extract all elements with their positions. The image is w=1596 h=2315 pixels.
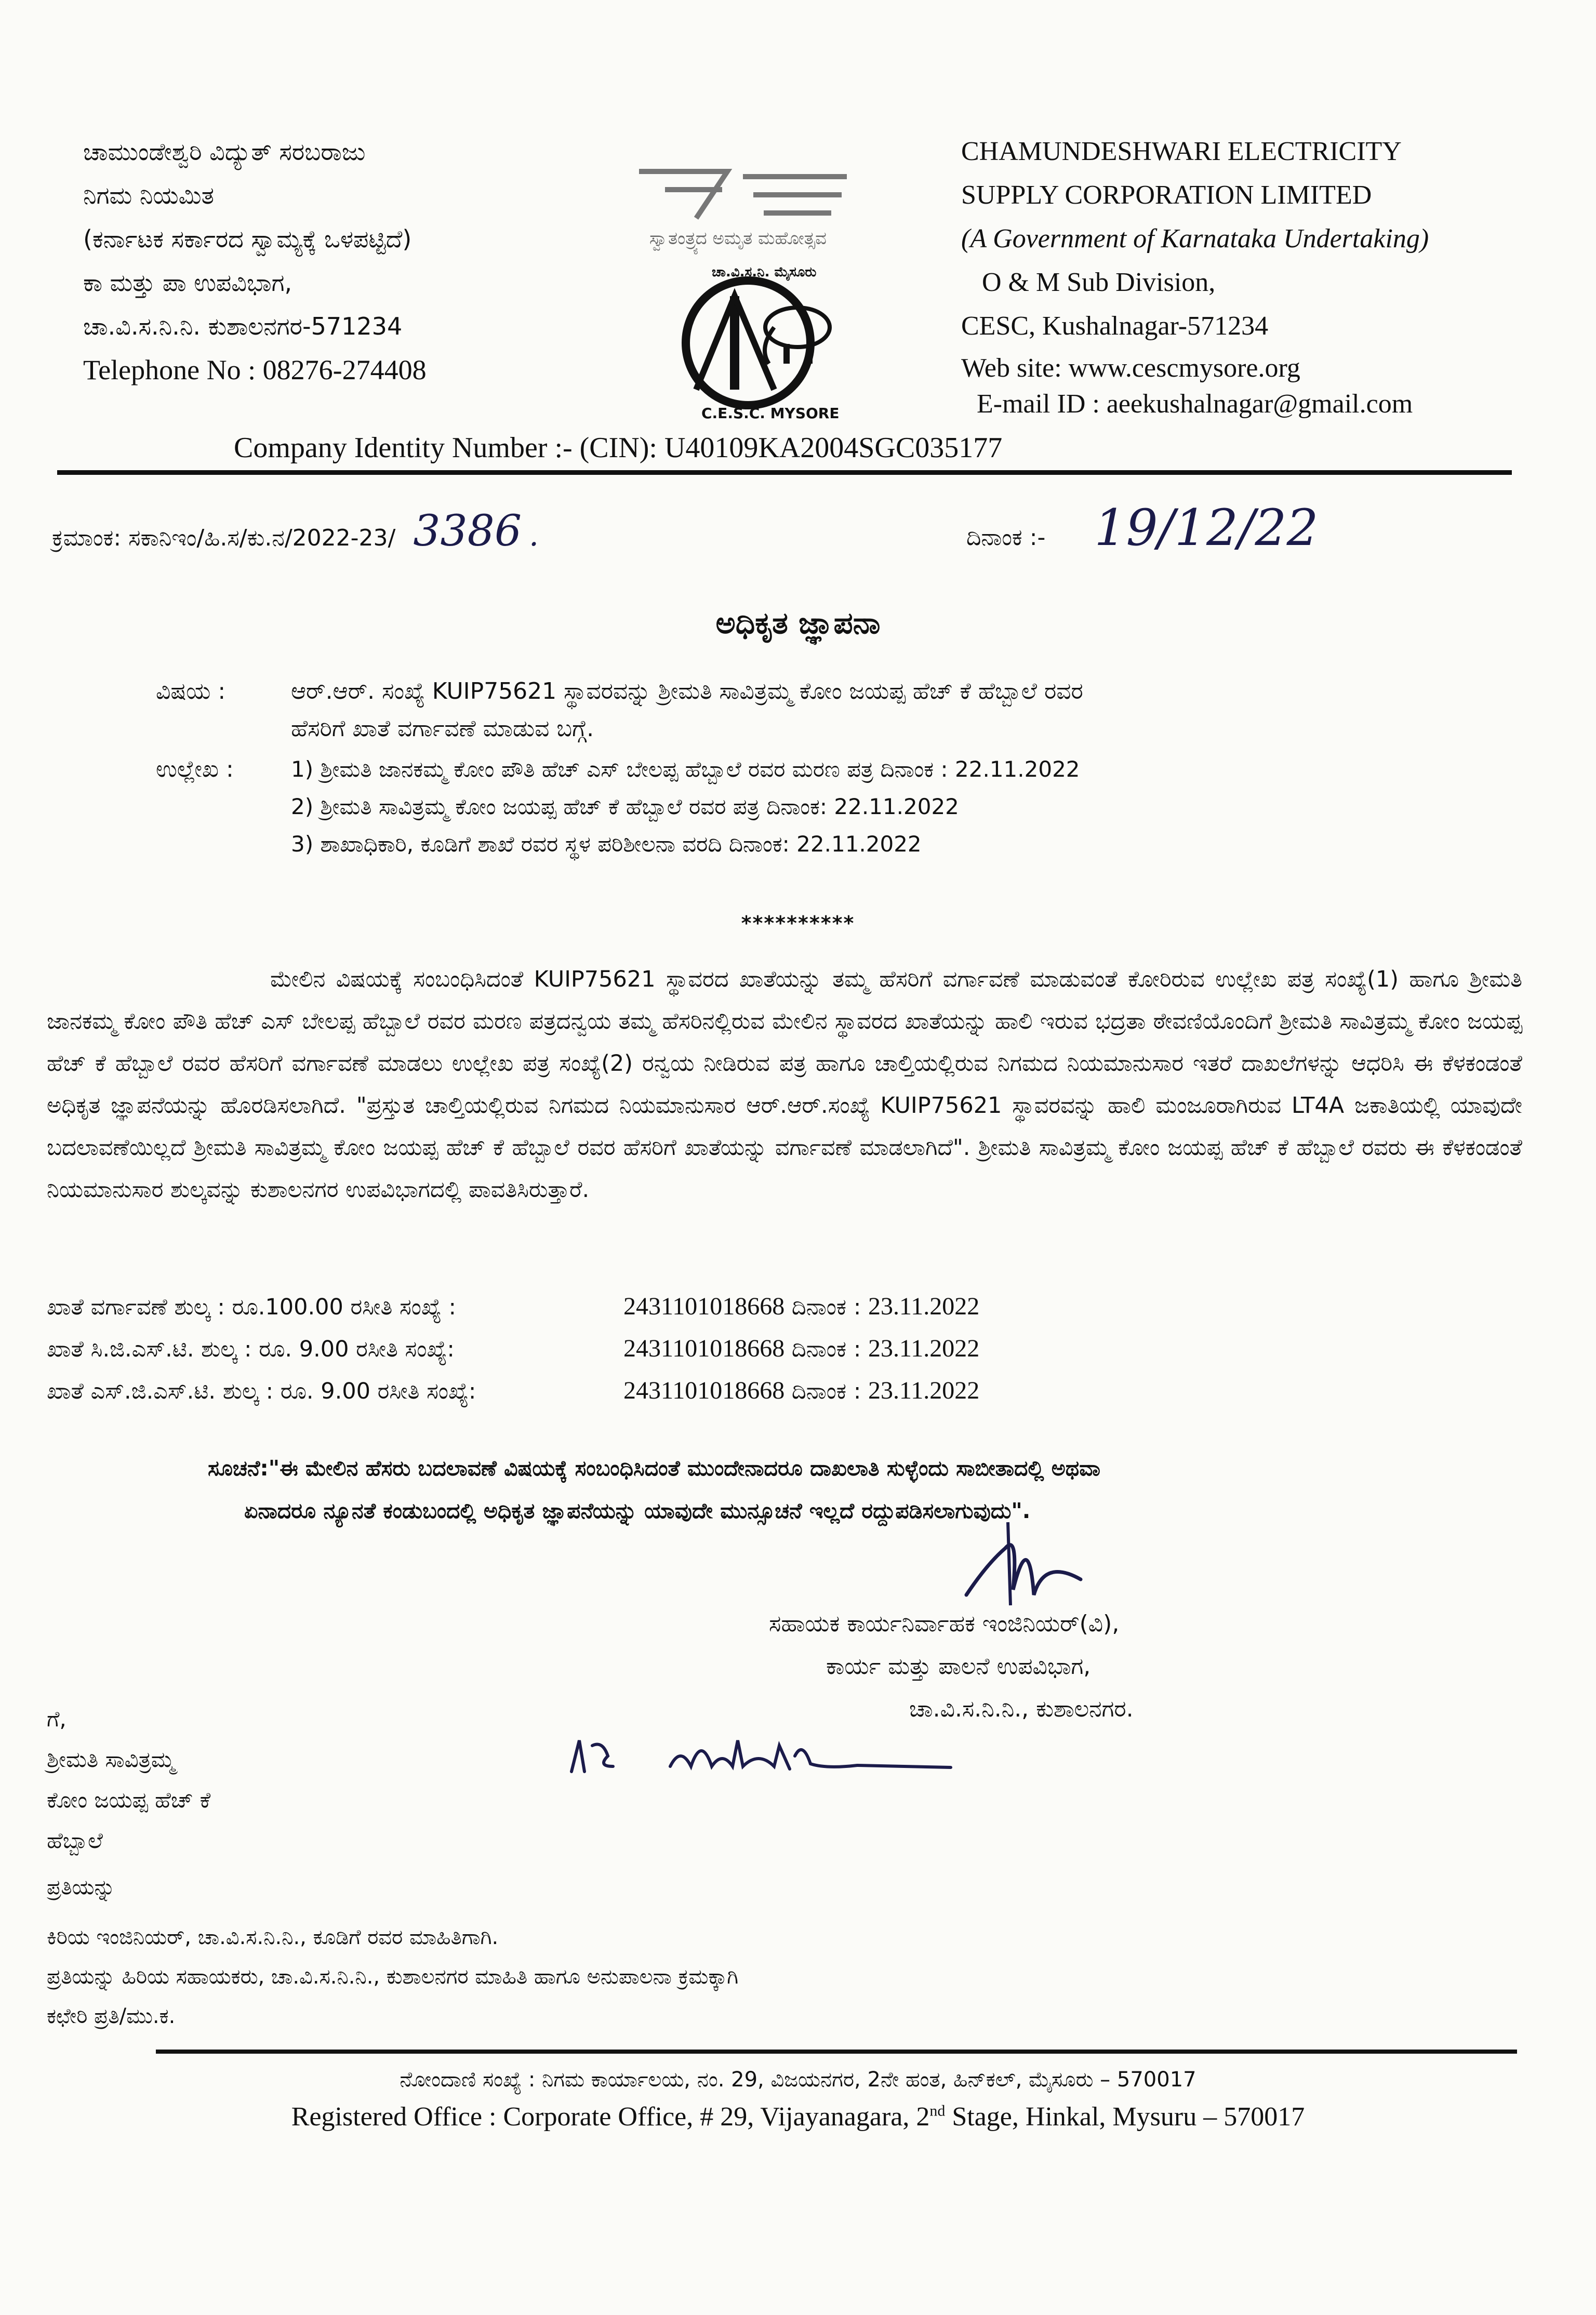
header-left-line: ಕಾ ಮತ್ತು ಪಾ ಉಪವಿಭಾಗ, [83, 269, 292, 297]
recipient-line: ಗೆ, [47, 1706, 66, 1732]
reference-label: ಕ್ರಮಾಂಕ: ಸಕಾನಿಇಂ/ಹಿ.ಸ/ಕು.ನ/2022-23/ [52, 525, 396, 551]
logo-top-text: ಚಾ.ವಿ.ಸ.ನಿ. ಮೈಸೂರು [712, 264, 817, 280]
footer-english-prefix: Registered Office : Corporate Office, # 29, Vijayanagara, 2 [291, 2102, 930, 2132]
fee-date-label: ದಿನಾಂಕ : [791, 1378, 861, 1404]
receiver-signature-image [566, 1725, 961, 1782]
recipient-line: ಹೆಬ್ಬಾಲೆ [47, 1828, 103, 1853]
copy-heading: ಪ್ರತಿಯನ್ನು [47, 1875, 115, 1899]
header-left-line: ನಿಗಮ ನಿಯಮಿತ [83, 181, 215, 209]
fee-receipt: 2431101018668 [623, 1377, 785, 1404]
signatory-block [769, 1603, 1134, 1731]
subject-label: ವಿಷಯ : [156, 678, 226, 704]
subject-line: ಆರ್.ಆರ್. ಸಂಖ್ಯೆ KUIP75621 ಸ್ಥಾವರವನ್ನು ಶ್ರೀಮತಿ ಸಾವಿತ್ರಮ್ಮ ಕೋಂ ಜಯಪ್ಪ ಹೆಚ್ ಕೆ ಹೆಬ್ಬಾಲೆ ರವರ [291, 678, 1083, 704]
fee-row [47, 1328, 979, 1370]
subject-text [291, 673, 1083, 748]
date-label: ದಿನಾಂಕ :- [966, 524, 1046, 551]
signatory-designation: ಸಹಾಯಕ ಕಾರ್ಯನಿರ್ವಾಹಕ ಇಂಜಿನಿಯರ್(ವಿ), [769, 1611, 1120, 1637]
subject-line: ಹೆಸರಿಗೆ ಖಾತೆ ವರ್ಗಾವಣೆ ಮಾಡುವ ಬಗ್ಗೆ. [291, 715, 594, 742]
copy-to-block [47, 1868, 738, 2036]
company-name-line2: SUPPLY CORPORATION LIMITED [961, 180, 1372, 210]
header-divider [57, 470, 1512, 475]
footer-kannada: ನೋಂದಾಣಿ ಸಂಖ್ಯೆ : ನಿಗಮ ಕಾರ್ಯಾಲಯ, ನಂ. 29, ವಿಜಯನಗರ, 2ನೇ ಹಂತ, ಹಿನ್‌ಕಲ್, ಮೈಸೂರು – 570017 [400, 2068, 1196, 2092]
document-title: ಅಧಿಕೃತ ಜ್ಞಾಪನಾ [715, 605, 881, 641]
recipient-line: ಶ್ರೀಮತಿ ಸಾವಿತ್ರಮ್ಮ [47, 1747, 175, 1772]
email-line: E-mail ID : aeekushalnagar@gmail.com [977, 389, 1413, 419]
references-list [291, 751, 1080, 863]
copy-line: ಕಿರಿಯ ಇಂಜಿನಿಯರ್, ಚಾ.ವಿ.ಸ.ನಿ.ನಿ., ಕೂಡಿಗೆ ರವರ ಮಾಹಿತಿಗಾಗಿ. [47, 1925, 499, 1949]
fee-row [47, 1286, 979, 1328]
reference-item: 2) ಶ್ರೀಮತಿ ಸಾವಿತ್ರಮ್ಮ ಕೋಂ ಜಯಪ್ಪ ಹೆಚ್ ಕೆ ಹೆಬ್ಬಾಲೆ ರವರ ಪತ್ರ ದಿನಾಂಕ: 22.11.2022 [291, 794, 959, 819]
note-line: ಏನಾದರೂ ನ್ಯೂನತೆ ಕಂಡುಬಂದಲ್ಲಿ ಅಧಿಕೃತ ಜ್ಞಾಪನೆಯನ್ನು ಯಾವುದೇ ಮುನ್ಸೂಚನೆ ಇಲ್ಲದೆ ರದ್ದುಪಡಿಸಲಾಗುವುದು". [244, 1498, 1031, 1523]
website-line: Web site: www.cescmysore.org [961, 353, 1300, 383]
footer-english [0, 2101, 1596, 2132]
fee-label: ಖಾತೆ ಸಿ.ಜಿ.ಎಸ್.ಟಿ. ಶುಲ್ಕ : ರೂ. 9.00 ರಸೀತಿ ಸಂಖ್ಯೆ: [47, 1336, 455, 1362]
footer-divider [156, 2050, 1517, 2054]
reference-number-row [52, 507, 539, 556]
copy-line: ಕಛೇರಿ ಪ್ರತಿ/ಮು.ಕ. [47, 2004, 176, 2028]
reference-item: 3) ಶಾಖಾಧಿಕಾರಿ, ಕೂಡಿಗೆ ಶಾಖೆ ರವರ ಸ್ಥಳ ಪರಿಶೀಲನಾ ವರದಿ ದಿನಾಂಕ: 22.11.2022 [291, 831, 922, 857]
cin-line: Company Identity Number :- (CIN): U40109KA2004SGC035177 [234, 432, 1003, 464]
header-right-block [961, 130, 1429, 420]
header-left-line: (ಕರ್ನಾಟಕ ಸರ್ಕಾರದ ಸ್ವಾಮ್ಯಕ್ಕೆ ಒಳಪಟ್ಟಿದೆ) [83, 225, 412, 253]
fee-date: 23.11.2022 [868, 1335, 980, 1362]
govt-undertaking: (A Government of Karnataka Undertaking) [961, 224, 1429, 254]
body-paragraph: ಮೇಲಿನ ವಿಷಯಕ್ಕೆ ಸಂಬಂಧಿಸಿದಂತೆ KUIP75621 ಸ್ಥಾವರದ ಖಾತೆಯನ್ನು ತಮ್ಮ ಹೆಸರಿಗೆ ವರ್ಗಾವಣೆ ಮಾಡುವಂತೆ ಕೋರಿರುವ ಉಲ್ಲೇಖ ಪತ್ರ ಸಂಖ್ಯೆ(1) ಹಾಗೂ ಶ್ರೀಮತಿ ಜಾನಕಮ್ಮ ಕೋಂ ಪೌತಿ ಹೆಚ್ ಎಸ್ ಬೇಲಪ್ಪ ಹೆಬ್ಬಾಲೆ ರವರ ಮರಣ ಪತ್ರದನ್ವಯ ತಮ್ಮ ಹೆಸರಿನಲ್ಲಿರುವ ಮೇಲಿನ ಸ್ಥಾವರದ ಖಾತೆಯನ್ನು ಹಾಲಿ ಇರುವ ಭದ್ರತಾ ಠೇವಣಿಯೊಂದಿಗೆ ಶ್ರೀಮತಿ ಸಾವಿತ್ರಮ್ಮ ಕೋಂ ಜಯಪ್ಪ ಹೆಚ್ ಕೆ ಹೆಬ್ಬಾಲೆ ರವರ ಹೆಸರಿಗೆ ವರ್ಗಾವಣೆ ಮಾಡಲು ಉಲ್ಲೇಖ ಪತ್ರ ಸಂಖ್ಯೆ(2) ರನ್ವಯ ನೀಡಿರುವ ಪತ್ರ ಹಾಗೂ ಚಾಲ್ತಿಯಲ್ಲಿರುವ ನಿಗಮದ ನಿಯಮಾನುಸಾರ ಇತರೆ ದಾಖಲೆಗಳನ್ನು ಆಧರಿಸಿ ಈ ಕೆಳಕಂಡಂತೆ ಅಧಿಕೃತ ಜ್ಞಾಪನೆಯನ್ನು ಹೊರಡಿಸಲಾಗಿದೆ. "ಪ್ರಸ್ತುತ ಚಾಲ್ತಿಯಲ್ಲಿರುವ ನಿಗಮದ ನಿಯಮಾನುಸಾರ ಆರ್.ಆರ್.ಸಂಖ್ಯೆ KUIP75621 ಸ್ಥಾವರವನ್ನು ಹಾಲಿ ಮಂಜೂರಾಗಿರುವ LT4A ಜಕಾತಿಯಲ್ಲಿ ಯಾವುದೇ ಬದಲಾವಣೆಯಿಲ್ಲದೆ ಶ್ರೀಮತಿ ಸಾವಿತ್ರಮ್ಮ ಕೋಂ ಜಯಪ್ಪ ಹೆಚ್ ಕೆ ಹೆಬ್ಬಾಲೆ ರವರ ಹೆಸರಿಗೆ ಖಾತೆಯನ್ನು ವರ್ಗಾವಣೆ ಮಾಡಲಾಗಿದೆ". ಶ್ರೀಮತಿ ಸಾವಿತ್ರಮ್ಮ ಕೋಂ ಜಯಪ್ಪ ಹೆಚ್ ಕೆ ಹೆಬ್ಬಾಲೆ ರವರು ಈ ಕೆಳಕಂಡಂತೆ ನಿಯಮಾನುಸಾರ ಶುಲ್ಕವನ್ನು ಕುಶಾಲನಗರ ಉಪವಿಭಾಗದಲ್ಲಿ ಪಾವತಿಸಿರುತ್ತಾರೆ. [47, 966, 1522, 1203]
signatory-office: ಕಾರ್ಯ ಮತ್ತು ಪಾಲನೆ ಉಪವಿಭಾಗ, [826, 1653, 1091, 1680]
fee-label: ಖಾತೆ ವರ್ಗಾವಣೆ ಶುಲ್ಕ : ರೂ.100.00 ರಸೀತಿ ಸಂಖ್ಯೆ : [47, 1294, 456, 1320]
header-left-block [83, 130, 427, 392]
reference-item: 1) ಶ್ರೀಮತಿ ಜಾನಕಮ್ಮ ಕೋಂ ಪೌತಿ ಹೆಚ್ ಎಸ್ ಬೇಲಪ್ಪ ಹೆಬ್ಬಾಲೆ ರವರ ಮರಣ ಪತ್ರ ದಿನಾಂಕ : 22.11.2022 [291, 756, 1080, 782]
separator-stars: ********** [741, 912, 855, 935]
fee-date: 23.11.2022 [868, 1377, 980, 1404]
cesc-address-line: CESC, Kushalnagar-571234 [961, 311, 1269, 341]
references-label: ಉಲ್ಲೇಖ : [156, 756, 234, 782]
recipient-line: ಕೋಂ ಜಯಪ್ಪ ಹೆಚ್ ಕೆ [47, 1787, 211, 1813]
subdivision-line: O & M Sub Division, [982, 268, 1216, 297]
company-name-line1: CHAMUNDESHWARI ELECTRICITY [961, 137, 1402, 166]
footer-english-sup: nd [929, 2102, 946, 2120]
note-line: ಸೂಚನೆ:"ಈ ಮೇಲಿನ ಹೆಸರು ಬದಲಾವಣೆ ವಿಷಯಕ್ಕೆ ಸಂಬಂಧಿಸಿದಂತೆ ಮುಂದೇನಾದರೂ ದಾಖಲಾತಿ ಸುಳ್ಳೆಂದು ಸಾಬೀತಾದಲ್ಲಿ ಅಥವಾ [208, 1456, 1101, 1481]
handwritten-date: 19/12/22 [1094, 499, 1319, 557]
recipient-block [47, 1699, 210, 1861]
copy-line: ಪ್ರತಿಯನ್ನು ಹಿರಿಯ ಸಹಾಯಕರು, ಚಾ.ವಿ.ಸ.ನಿ.ನಿ., ಕುಶಾಲನಗರ ಮಾಹಿತಿ ಹಾಗೂ ಅನುಪಾಲನಾ ಕ್ರಮಕ್ಕಾಗಿ [47, 1965, 739, 1989]
telephone-line: Telephone No : 08276-274408 [83, 354, 427, 385]
header-left-line: ಚಾ.ವಿ.ಸ.ನಿ.ನಿ. ಕುಶಾಲನಗರ-571234 [83, 312, 403, 340]
fee-date-label: ದಿನಾಂಕ : [791, 1336, 861, 1362]
date-row [966, 499, 1319, 557]
logo-bottom-text: C.E.S.C. MYSORE [701, 405, 840, 421]
header-left-line: ಚಾಮುಂಡೇಶ್ವರಿ ವಿದ್ಯುತ್ ಸರಬರಾಜು [83, 138, 366, 166]
fee-receipt: 2431101018668 [623, 1335, 785, 1362]
fee-receipt: 2431101018668 [623, 1293, 785, 1320]
footer-english-suffix: Stage, Hinkal, Mysuru – 570017 [945, 2102, 1305, 2132]
fee-date-label: ದಿನಾಂಕ : [791, 1294, 861, 1320]
signature-image [956, 1517, 1091, 1611]
fee-table [47, 1286, 979, 1412]
fee-date: 23.11.2022 [868, 1293, 980, 1320]
cesc-logo [618, 140, 878, 421]
handwritten-dot: . [529, 517, 539, 553]
logo-graphic [618, 140, 878, 421]
svg-text:ಸ್ವಾತಂತ್ರ್ಯದ ಅಮೃತ ಮಹೋತ್ಸವ: ಸ್ವಾತಂತ್ರ್ಯದ ಅಮೃತ ಮಹೋತ್ಸವ [649, 228, 827, 249]
signatory-location: ಚಾ.ವಿ.ಸ.ನಿ.ನಿ., ಕುಶಾಲನಗರ. [909, 1696, 1134, 1722]
fee-label: ಖಾತೆ ಎಸ್.ಜಿ.ಎಸ್.ಟಿ. ಶುಲ್ಕ : ರೂ. 9.00 ರಸೀತಿ ಸಂಖ್ಯೆ: [47, 1378, 476, 1404]
fee-row [47, 1370, 979, 1412]
handwritten-ref-number: 3386 [413, 507, 522, 556]
